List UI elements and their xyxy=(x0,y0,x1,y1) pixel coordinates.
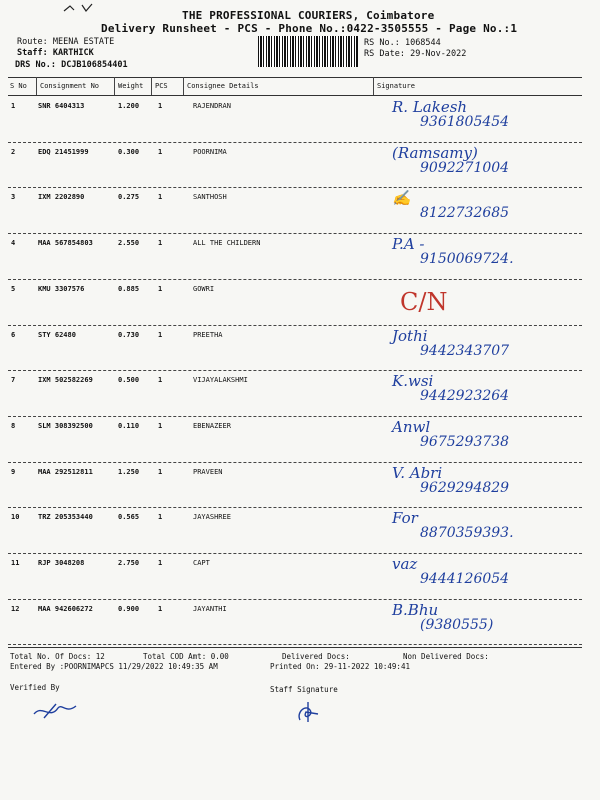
col-signature: Signature xyxy=(377,82,415,90)
col-divider xyxy=(36,77,37,95)
col-consignee: Consignee Details xyxy=(187,82,259,90)
row-signature-phone: 9361805454 xyxy=(420,114,510,130)
row-consignee: ALL THE CHILDERN xyxy=(193,239,261,248)
row-signature-name: K.wsi xyxy=(392,372,434,391)
row-weight: 0.730 xyxy=(118,330,140,339)
row-consignment: SLM 308392500 xyxy=(38,421,93,430)
row-sno: 12 xyxy=(11,604,20,613)
row-sno: 5 xyxy=(11,284,16,293)
row-signature-name: Jothi xyxy=(392,326,428,345)
row-divider xyxy=(8,187,582,188)
row-sno: 4 xyxy=(11,239,16,248)
row-weight: 0.885 xyxy=(118,284,140,293)
row-signature-phone: 9150069724. xyxy=(420,251,514,268)
non-delivered-docs: Non Delivered Docs: xyxy=(403,652,489,661)
row-consignee: JAYANTHI xyxy=(193,604,227,613)
col-divider xyxy=(183,77,184,95)
row-sno: 1 xyxy=(11,102,16,110)
printed-on: Printed On: 29-11-2022 10:49:41 xyxy=(270,662,410,671)
row-weight: 2.750 xyxy=(118,559,140,567)
rs-date-label: RS Date: xyxy=(364,49,405,59)
row-consignment: IXM 502582269 xyxy=(38,376,93,385)
barcode xyxy=(258,36,358,67)
staff-signature-label: Staff Signature xyxy=(270,685,338,694)
row-signature-name: P.A - xyxy=(392,235,425,254)
row-signature-name: For xyxy=(392,509,418,528)
row-consignee: PRAVEEN xyxy=(193,467,223,476)
row-divider xyxy=(8,416,582,417)
verifier-signature xyxy=(30,700,80,722)
row-signature-phone: 8870359393. xyxy=(420,525,514,542)
row-consignment: EDQ 21451999 xyxy=(38,147,89,156)
staff-signature xyxy=(292,700,328,724)
row-divider xyxy=(8,142,582,143)
table-bottom-rule xyxy=(8,647,582,648)
row-signature-name: (Ramsamy) xyxy=(392,143,478,162)
row-pcs: 1 xyxy=(158,376,163,385)
route-line xyxy=(17,37,114,47)
row-divider xyxy=(8,325,582,326)
rs-date-line xyxy=(364,49,466,59)
row-divider xyxy=(8,233,582,234)
row-sno: 10 xyxy=(11,513,20,522)
drs-label: DRS No.: xyxy=(15,60,56,70)
row-divider xyxy=(8,599,582,600)
row-signature-phone: 9092271004 xyxy=(420,159,510,176)
row-signature-phone: (9380555) xyxy=(420,616,494,633)
row-pcs: 1 xyxy=(158,604,163,613)
drs-line xyxy=(15,60,128,70)
row-weight: 1.250 xyxy=(118,467,140,476)
row-consignment: STY 62480 xyxy=(38,330,76,339)
row-divider xyxy=(8,462,582,463)
col-pcs: PCS xyxy=(155,82,168,90)
row-divider xyxy=(8,553,582,554)
row-consignment: RJP 3048208 xyxy=(38,559,85,567)
row-signature-phone: 9444126054 xyxy=(420,571,510,587)
row-signature-phone: 9675293738 xyxy=(420,433,510,450)
rs-date-value: 29-Nov-2022 xyxy=(410,49,467,59)
row-consignee: VIJAYALAKSHMI xyxy=(193,376,248,385)
col-sno: S No xyxy=(10,82,27,90)
row-signature-name: V. Abri xyxy=(392,463,443,482)
row-consignment: SNR 6404313 xyxy=(38,102,85,110)
row-weight: 0.500 xyxy=(118,376,140,385)
row-weight: 0.565 xyxy=(118,513,140,522)
staff-label: Staff: xyxy=(17,48,48,58)
row-weight: 0.300 xyxy=(118,147,140,156)
row-sno: 2 xyxy=(11,147,16,156)
row-divider xyxy=(8,644,582,645)
verified-by-label: Verified By xyxy=(10,683,60,692)
row-pcs: 1 xyxy=(158,467,163,476)
total-cod: Total COD Amt: 0.00 xyxy=(143,652,229,661)
row-weight: 0.110 xyxy=(118,421,140,430)
row-weight: 2.550 xyxy=(118,239,140,248)
row-pcs: 1 xyxy=(158,147,163,156)
col-weight: Weight xyxy=(118,82,144,90)
row-sno: 11 xyxy=(11,559,20,567)
ink-mark xyxy=(62,2,96,14)
row-consignee: PREETHA xyxy=(193,330,223,339)
row-signature-phone: 9442923264 xyxy=(420,388,510,405)
row-signature-name: ✍ xyxy=(392,189,411,208)
row-signature-name: Anwl xyxy=(392,417,431,436)
row-pcs: 1 xyxy=(158,513,163,522)
route-value: MEENA ESTATE xyxy=(52,37,115,47)
row-consignee: CAPT xyxy=(193,559,210,567)
row-divider xyxy=(8,279,582,280)
col-consignment: Consignment No xyxy=(40,82,100,90)
col-divider xyxy=(151,77,152,95)
row-sno: 8 xyxy=(11,421,16,430)
row-pcs: 1 xyxy=(158,559,163,567)
total-docs: Total No. Of Docs: 12 xyxy=(10,652,105,661)
rs-no-line xyxy=(364,38,441,48)
row-consignment: MAA 942606272 xyxy=(38,604,93,613)
row-sno: 7 xyxy=(11,376,16,385)
row-sno: 6 xyxy=(11,330,16,339)
row-consignee: POORNIMA xyxy=(193,147,227,156)
row-weight: 0.900 xyxy=(118,604,140,613)
cn-stamp: C/N xyxy=(400,288,448,316)
row-pcs: 1 xyxy=(158,193,163,202)
company-title: THE PROFESSIONAL COURIERS, Coimbatore xyxy=(182,9,435,22)
row-divider xyxy=(8,370,582,371)
runsheet-subtitle: Delivery Runsheet - PCS - Phone No.:0422-3505555 - Page No.:1 xyxy=(101,22,518,35)
route-label: Route: xyxy=(17,37,48,47)
row-consignee: JAYASHREE xyxy=(193,513,231,522)
row-consignment: MAA 292512811 xyxy=(38,467,93,476)
drs-value: DCJB106854401 xyxy=(61,60,128,70)
row-pcs: 1 xyxy=(158,239,163,248)
row-consignment: TRZ 205353440 xyxy=(38,513,93,522)
table-top-rule xyxy=(8,77,582,78)
row-weight: 0.275 xyxy=(118,193,140,202)
row-divider xyxy=(8,507,582,508)
header-bottom-rule xyxy=(8,95,582,96)
staff-line xyxy=(17,48,94,58)
row-consignee: GOWRI xyxy=(193,284,215,293)
row-pcs: 1 xyxy=(158,102,163,110)
row-pcs: 1 xyxy=(158,330,163,339)
row-consignee: RAJENDRAN xyxy=(193,102,231,110)
row-consignment: KMU 3307576 xyxy=(38,284,85,293)
row-weight: 1.200 xyxy=(118,102,140,110)
row-consignment: MAA 567854803 xyxy=(38,239,93,248)
row-sno: 9 xyxy=(11,467,16,476)
staff-value: KARTHICK xyxy=(52,48,94,58)
row-signature-phone: 9442343707 xyxy=(420,342,510,359)
row-signature-phone: 9629294829 xyxy=(420,479,510,496)
rs-no-label: RS No.: xyxy=(364,38,400,48)
row-signature-phone: 8122732685 xyxy=(420,205,510,222)
row-sno: 3 xyxy=(11,193,16,202)
row-consignment: IXM 2202890 xyxy=(38,193,85,202)
entered-by: Entered By :POORNIMAPCS 11/29/2022 10:49:35 AM xyxy=(10,662,218,671)
row-consignee: EBENAZEER xyxy=(193,421,231,430)
row-pcs: 1 xyxy=(158,421,163,430)
row-pcs: 1 xyxy=(158,284,163,293)
row-signature-name: B.Bhu xyxy=(392,600,439,619)
row-signature-name: R. Lakesh xyxy=(392,98,468,116)
row-consignee: SANTHOSH xyxy=(193,193,227,202)
col-divider xyxy=(114,77,115,95)
row-signature-name: vaz xyxy=(392,555,418,573)
col-divider xyxy=(373,77,374,95)
rs-no-value: 1068544 xyxy=(404,38,441,48)
delivered-docs: Delivered Docs: xyxy=(282,652,350,661)
